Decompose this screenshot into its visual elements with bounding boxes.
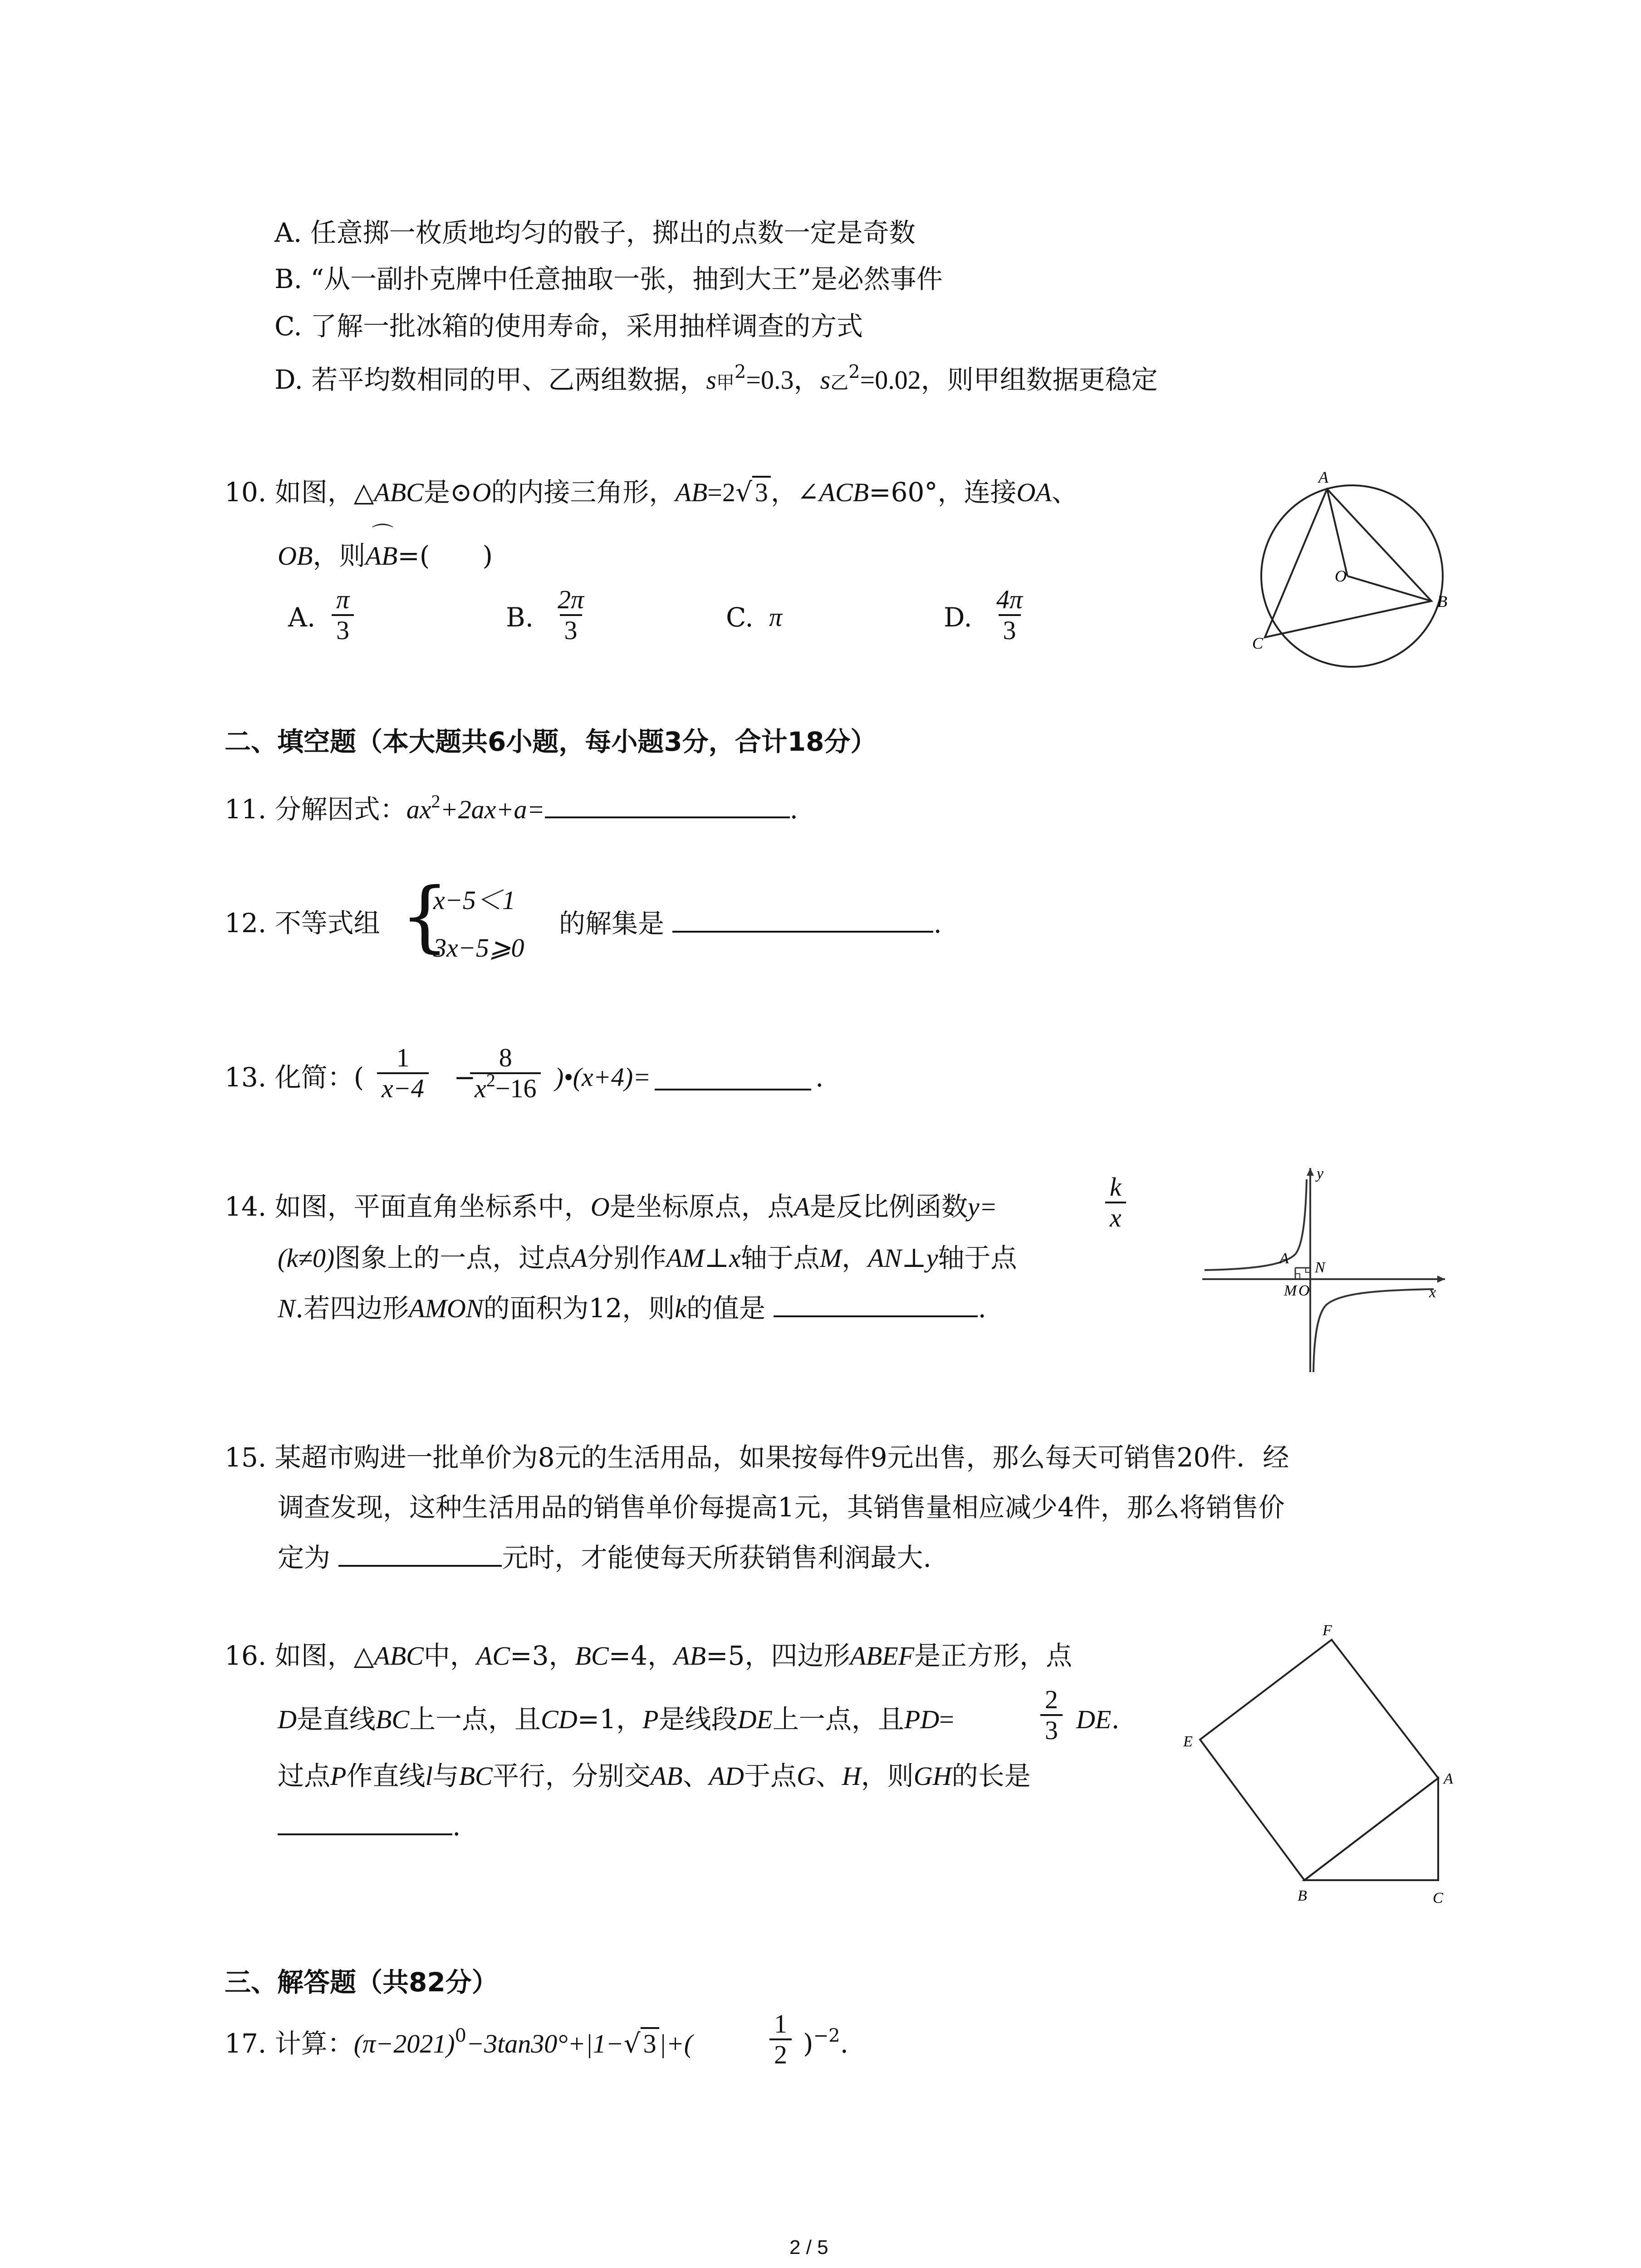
q15-line1: 15. 某超市购进一批单价为8元的生活用品，如果按每件9元出售，那么每天可销售20件．经 (225, 1442, 1289, 1473)
q12-ineq2: 3x−5⩾0 (433, 933, 524, 963)
q10-line2: OB，则 ⌒ AB=( ) (278, 540, 493, 572)
q15-line2: 调查发现，这种生活用品的销售单价每提高1元，其销售量相应减少4件，那么将销售价 (278, 1492, 1285, 1523)
svg-text:O: O (1298, 1282, 1310, 1299)
section2-title: 二、填空题（本大题共6小题，每小题3分，合计18分） (225, 726, 877, 757)
q9-option-d: D. 若平均数相同的甲、乙两组数据，s甲$^2$=0.3，s乙$^2$=0.02，则甲组数据更稳定 (274, 362, 1158, 395)
svg-text:B: B (1298, 1887, 1307, 1904)
q16-line1: 16. 如图，△ABC中，AC=3，BC=4，AB=5，四边形ABEF是正方形，点 (225, 1640, 1073, 1671)
q10-line1: 10. 如图，△ABC是⊙O的内接三角形，AB=2√ 3 ，∠ACB=60°，连接OA、 (225, 477, 1078, 508)
q9-option-c: C. 了解一批冰箱的使用寿命，采用抽样调查的方式 (274, 311, 863, 342)
q15-line3: 定为 元时，才能使每天所获销售利润最大. (278, 1542, 931, 1573)
q12-answer-blank[interactable] (672, 907, 933, 933)
svg-text:N: N (1315, 1259, 1325, 1276)
q9-option-b: B. “从一副扑克牌中任意抽取一张，抽到大王”是必然事件 (274, 264, 943, 294)
svg-text:C: C (1433, 1890, 1443, 1906)
section3-title: 三、解答题（共82分） (225, 1967, 498, 1998)
q11-answer-blank[interactable] (545, 793, 790, 818)
q13-answer-blank[interactable] (655, 1065, 811, 1090)
svg-text:A: A (1444, 1770, 1453, 1787)
q16-line4: . (278, 1810, 460, 1842)
svg-text:F: F (1323, 1622, 1332, 1639)
q15-answer-blank[interactable] (338, 1541, 502, 1567)
q12-ineq1: x−5＜1 (433, 885, 515, 915)
svg-text:B: B (1437, 592, 1447, 611)
svg-text:O: O (1335, 567, 1347, 585)
svg-text:E: E (1183, 1733, 1193, 1750)
sqrt-symbol: √ 3 (735, 476, 771, 508)
svg-text:A: A (1318, 468, 1328, 486)
q14-line2: (k≠0)图象上的一点，过点A分别作AM⊥x轴于点M，AN⊥y轴于点 (278, 1242, 1017, 1273)
q10-circle-figure (1234, 463, 1470, 689)
q16-answer-blank[interactable] (278, 1810, 452, 1835)
svg-text:C: C (1252, 634, 1264, 652)
q16-square-figure (1175, 1619, 1470, 1910)
arc-mark: ⌒ (372, 522, 394, 547)
svg-text:A: A (1279, 1250, 1289, 1267)
svg-text:y: y (1317, 1165, 1324, 1182)
svg-text:M: M (1284, 1282, 1297, 1299)
svg-text:x: x (1429, 1284, 1436, 1301)
q12-tail: 的解集是 . (559, 908, 942, 939)
q12-label: 12. 不等式组 (225, 908, 380, 938)
q9-option-a: A. 任意掷一枚质地均匀的骰子，掷出的点数一定是奇数 (274, 217, 916, 248)
q14-hyperbola-figure (1198, 1161, 1452, 1379)
q14-answer-blank[interactable] (774, 1292, 978, 1317)
brace: { (400, 871, 450, 961)
page-number: 2 / 5 (789, 2236, 828, 2258)
q14-line3: N.若四边形AMON的面积为12，则k的值是 . (278, 1293, 986, 1324)
sqrt-symbol: √ 3 (624, 2028, 659, 2060)
q11: 11. 分解因式：$ax^2+2ax+a=$ . (225, 791, 798, 825)
q16-line3: 过点P作直线l与BC平行，分别交AB、AD于点G、H，则GH的长是 (278, 1760, 1031, 1791)
